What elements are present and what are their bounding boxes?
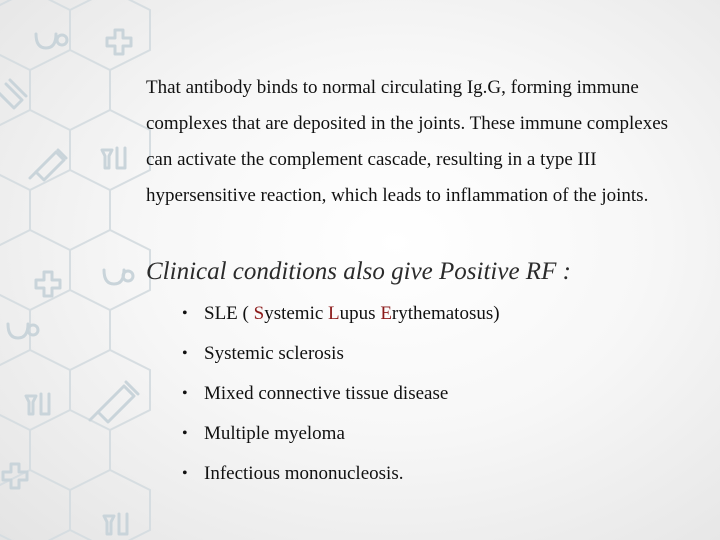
sle-letter-l: L	[328, 303, 340, 324]
list-item	[182, 294, 500, 334]
sle-prefix: SLE (	[204, 303, 254, 324]
sle-letter-e: E	[380, 303, 392, 324]
list-item	[182, 334, 500, 374]
medical-decor-pattern	[0, 0, 170, 540]
stethoscope-icon	[8, 324, 38, 338]
test-tube-icon	[26, 394, 49, 414]
bullet-icon: •	[182, 425, 188, 442]
bullet-icon: •	[182, 305, 188, 322]
bullet-icon: •	[182, 385, 188, 402]
medical-cross-icon	[3, 464, 27, 488]
list-item	[182, 374, 500, 414]
section-heading: Clinical conditions also give Positive RF :	[146, 258, 571, 285]
stethoscope-icon	[36, 34, 67, 48]
sle-word-erythematosus: rythematosus)	[391, 303, 500, 324]
test-tube-icon	[104, 514, 127, 534]
list-item-label: Infectious mononucleosis.	[204, 463, 404, 484]
stethoscope-icon	[104, 270, 133, 284]
test-tube-icon	[102, 148, 125, 168]
conditions-list	[182, 294, 500, 494]
list-item-label: Systemic sclerosis	[204, 343, 344, 364]
medical-cross-icon	[36, 272, 60, 296]
syringe-icon	[90, 382, 138, 422]
sle-word-systemic: ystemic	[264, 303, 329, 324]
sle-word-lupus: upus	[339, 303, 381, 324]
list-item	[182, 414, 500, 454]
list-item-label: Multiple myeloma	[204, 423, 345, 444]
sle-letter-s: S	[253, 303, 265, 324]
medical-cross-icon	[107, 30, 131, 54]
list-item	[182, 454, 500, 494]
bullet-icon: •	[182, 465, 188, 482]
test-tube-icon	[0, 80, 26, 108]
body-paragraph: That antibody binds to normal circulating Ig.G, forming immune complexes that are deposited in the joints. These immune complexes can activate the complement cascade, resulting in a type III hypersensitive reaction, which leads to inflammation of the joints.	[146, 77, 669, 206]
list-item-label: Mixed connective tissue disease	[204, 383, 449, 404]
bullet-icon: •	[182, 345, 188, 362]
